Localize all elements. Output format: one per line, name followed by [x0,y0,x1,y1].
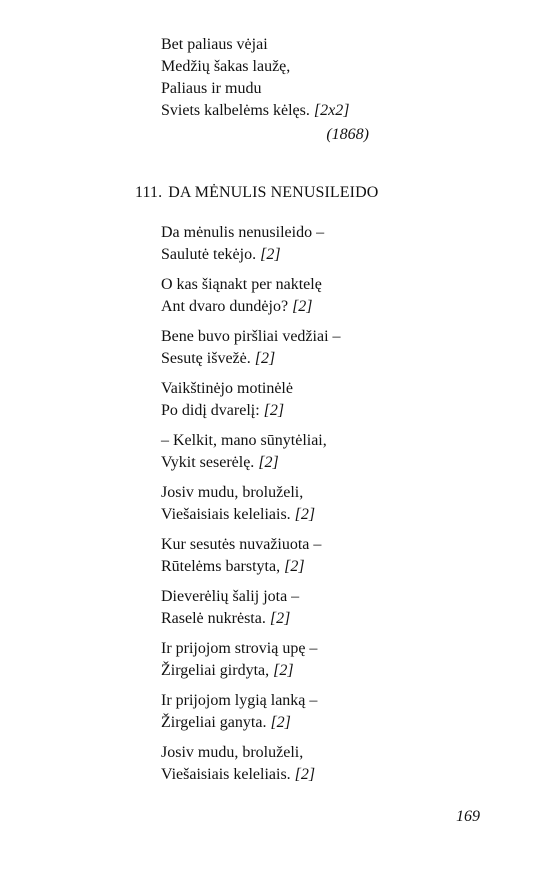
verse-text: Paliaus ir mudu [161,80,262,97]
verse-text: Medžių šakas laužę, [161,58,291,75]
repeat-mark: [2] [284,558,305,575]
verse-line [161,452,341,474]
verse-line [161,400,341,422]
poem-number: 111. [135,184,163,201]
stanza [161,586,341,630]
stanza [161,378,341,422]
poem-heading [135,182,378,204]
verse-text: Vykit seserėlę. [161,454,255,471]
verse-line [161,742,341,764]
verse-text: Po didį dvarelį: [161,402,260,419]
verse-text: Josiv mudu, broluželi, [161,744,304,761]
verse-text: Viešaisiais keleliais. [161,766,291,783]
verse-line [161,222,341,244]
poem-date: (1868) [326,126,369,143]
previous-poem-ending [161,34,349,122]
verse-line [161,34,349,56]
verse-text: Da mėnulis nenusileido – [161,224,325,241]
repeat-mark: [2] [254,350,276,367]
verse-line [161,326,341,348]
repeat-mark: [2] [294,506,316,523]
verse-text: Ant dvaro dundėjo? [161,298,289,315]
repeat-mark: [2] [258,454,279,471]
verse-text: Kur sesutės nuvažiuota – [161,536,322,553]
repeat-mark: [2] [273,662,294,679]
verse-text: Viešaisiais keleliais. [161,506,291,523]
verse-text: Ir prijojom lygią lanką – [161,692,318,709]
verse-line [161,504,341,526]
verse-text: Žirgeliai ganyta. [161,714,267,731]
repeat-mark: [2] [260,246,281,263]
verse-line [161,638,341,660]
verse-line [161,296,341,318]
verse-text: Sviets kalbelėms kėlęs. [161,102,310,119]
verse-line [161,56,349,78]
verse-line [161,712,341,734]
stanza [161,742,341,786]
verse-text: Bene buvo piršliai vedžiai – [161,328,341,345]
verse-text: Josiv mudu, broluželi, [161,484,304,501]
verse-line [161,764,341,786]
stanza [161,430,341,474]
verse-line [161,78,349,100]
repeat-mark: [2] [292,298,313,315]
verse-line [161,100,349,122]
verse-line [161,608,341,630]
stanza [161,690,341,734]
repeat-mark: [2] [269,610,291,627]
verse-line [161,534,341,556]
verse-text: Saulutė tekėjo. [161,246,257,263]
stanza [161,326,341,370]
stanza [161,222,341,266]
verse-text: Sesutę išvežė. [161,350,251,367]
verse-line [161,274,341,296]
verse-line [161,556,341,578]
stanza [161,534,341,578]
verse-text: Dieverėlių šalij jota – [161,588,300,605]
verse-line [161,660,341,682]
verse-text: Žirgeliai girdyta, [161,662,270,679]
stanza [161,482,341,526]
verse-text: Vaikštinėjo motinėlė [161,380,293,397]
repeat-mark: [2] [270,714,291,731]
repeat-mark: [2x2] [313,102,350,119]
verse-line [161,482,341,504]
verse-text: Raselė nukrėsta. [161,610,266,627]
verse-line [161,244,341,266]
stanza [161,274,341,318]
verse-line [161,348,341,370]
verse-line [161,430,341,452]
repeat-mark: [2] [294,766,316,783]
repeat-mark: [2] [263,402,285,419]
poem-body [161,222,341,794]
stanza [161,638,341,682]
verse-line [161,378,341,400]
verse-text: O kas šiąnakt per naktelę [161,276,322,293]
verse-text: Ir prijojom strovią upę – [161,640,318,657]
verse-line [161,690,341,712]
verse-text: Rūtelėms barstyta, [161,558,281,575]
poem-title: DA MĖNULIS NENUSILEIDO [168,184,379,201]
verse-text: Bet paliaus vėjai [161,36,268,53]
verse-line [161,586,341,608]
verse-text: – Kelkit, mano sūnytėliai, [161,432,327,449]
page-number: 169 [456,808,480,825]
